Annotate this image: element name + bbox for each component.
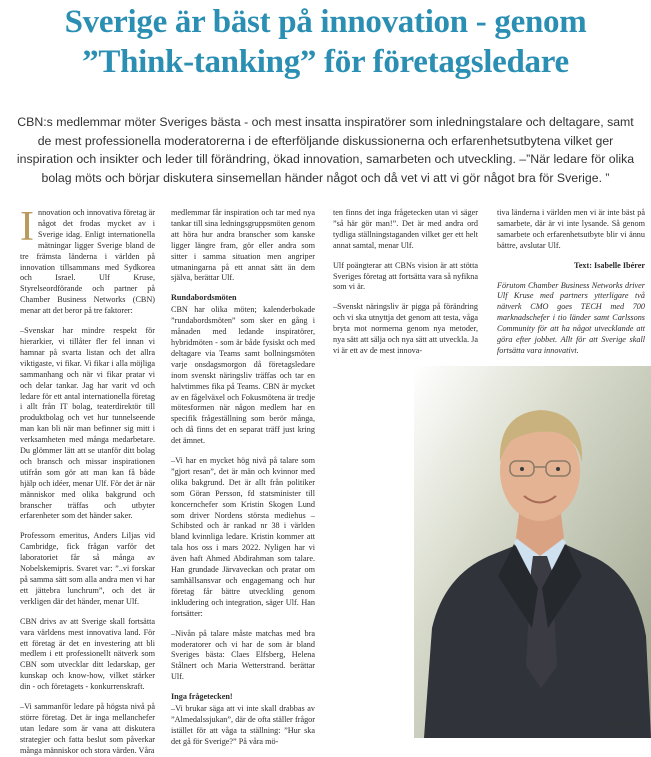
subheading: Inga frågetecken! <box>171 692 233 702</box>
intro-paragraph <box>20 204 155 317</box>
photo-caption: Ulf Kruse <box>609 721 638 728</box>
eye-left <box>520 467 524 471</box>
article-headline <box>0 2 651 82</box>
body-paragraph: –Vi har en mycket hög nivå på talare som ”gjort resan”, det är män och kvinnor med olika bakgrund. Det är allt från politiker som Göran Persson, fd statsminister till koncernchefer som Kristin Skogen Lund som driver Nordens största mediehus – Schibsted och är rankad nr 38 i världen bland kvinnliga ledare. Kristin kommer att tala hos oss i mars 2022. Nyligen har vi även haft Ahmed Abdirahman som talare. Han grundade Järvaveckan och pratar om samhällsansvar och engagemang och hur företag får bättre utveckling genom inkludering och integration, säger Ulf. Han fortsätter: <box>171 456 315 618</box>
intro-text: nnovation och innovativa företag är något det frodas mycket av i Sverige idag. Enligt internationella mätningar ligger Sverige bland de tre främsta länderna i världen på innovation tillsammans med Sydkorea och Israel. Ulf Kruse, Styrelseordförande och partner på Chamber Business Networks (CBN) menar att det beror på tre faktorer: <box>20 208 155 316</box>
column-2 <box>171 208 315 748</box>
eye-right <box>556 467 560 471</box>
body-paragraph: –Vi brukar säga att vi inte skall drabbas av ”Almedalssjukan”, där de ofta ställer frågor istället för att våga ta ställning: ”Hur ska det gå för Sverige?” På våra mö- <box>171 704 315 746</box>
italic-note: Förutom Chamber Business Networks driver Ulf Kruse med partners ytterligare två nätverk CMO goes TECH med 700 marknadschefer i tio länder samt Carlssons Community för att ha något utvecklande att göra efter jobbet. Allt för att Sverige skall fortsätta vara innovativt. <box>497 280 645 355</box>
column-1 <box>20 204 155 757</box>
body-paragraph: tiva länderna i världen men vi är inte bäst på samarbete, där är vi inte lysande. Så genom samarbete och erfarenhetsutbyte blir vi ännu bättre, avslutar Ulf. <box>497 208 645 250</box>
subheading: Rundabordsmöten <box>171 293 237 303</box>
portrait-photo <box>414 366 651 738</box>
portrait-illustration <box>414 366 651 738</box>
body-paragraph: –Svenskt näringsliv är pigga på förändring och vi ska utnyttja det genom att testa, våga bryta mot normerna genom nya metoder, nya sätt att sälja och nya sätt att utveckla. Ja vi är ett av de mest innova- <box>333 302 478 355</box>
column-4 <box>497 208 645 366</box>
body-paragraph: Professorn emeritus, Anders Liljas vid Cambridge, fick frågan varför det laboratoriet får så många av Nobelskemipris. Svaret var: ”..vi forskar på samma sätt som alla andra men vi har ett jättebra lunchrum”, och det är verkligen där det händer, menar Ulf. <box>20 531 155 606</box>
body-paragraph: ten finns det inga frågetecken utan vi säger ”så här gör man!”. Det är med andra ord tydliga ställningstaganden vilket ger ett helt annat samtal, menar Ulf. <box>333 208 478 250</box>
column-3 <box>333 208 478 357</box>
headline-line-2: ”Think-tanking” för företagsledare <box>82 44 569 80</box>
body-paragraph: medlemmar får inspiration och tar med nya tankar till sina ledningsgruppsmöten genom att höra hur andra branscher som kanske ligger längre fram, gör eller andra som sitter i samma situation men angriper utmaningarna på ett annat sätt än dem själva, berättar Ulf. <box>171 208 315 283</box>
body-paragraph: –Vi sammanför ledare på högsta nivå på större företag. Det är inga mellanchefer utan ledare som är vana att diskutera strategier och fatta beslut som påverkar många människor och stora värden. Våra <box>20 702 155 755</box>
lead-paragraph: CBN:s medlemmar möter Sveriges bästa - och mest insatta inspiratörer som inledningstalare och deltagare, samt de mest professionella moderatorerna i de efterföljande diskussionerna och erfarenhetsutbytena vilket ger inspiration och insikter och leder till förändring, ökad innovation, samarbeten och utveckling. –”När ledare för olika bolag möts och börjar diskutera sinsemellan händer något och då vet vi att vi gör något bra för Sverige. ” <box>16 115 635 185</box>
body-paragraph: –Nivån på talare måste matchas med bra moderatorer och vi har de som är bland Sveriges bästa: Claes Elfsberg, Helena Stålnert och Maria Wetterstrand. berättar Ulf. <box>171 628 315 682</box>
body-paragraph: CBN har olika möten; kalenderbokade ”rundabordsmöten” som sker en gång i månaden med ledande inspiratörer, hybridmöten - som är både fysiskt och med deltagare via Teams samt bollningsmöten varje onsdagsmorgon då företagsledare inom svenskt näringsliv träffas och tar en halvtimmes fika på Teams. CBN är mycket av en fågelväxel och Fokusmötena är tredje mötesformen när någon medlem har en specifik frågeställning som berör många, och då finns det en separat träff just kring det ämnet. <box>171 305 315 446</box>
dropcap: I <box>20 204 34 250</box>
author-credit: Text: Isabelle Ibérer <box>574 260 645 270</box>
headline-line-1: Sverige är bäst på innovation - genom <box>64 4 587 40</box>
body-paragraph: Ulf poängterar att CBNs vision är att stötta Sveriges företag att fortsätta vara så nyfikna som vi är. <box>333 260 478 292</box>
body-paragraph: –Svenskar har mindre respekt för hierarkier, vi tillåter fler fel innan vi hamnar på svarta listan och det allra viktigaste, vi fikar. Vi fikar i alla möjliga sammanhang och när vi fikar pratar vi och delar tankar. Jag har varit vd och ledare för ett antal internationella företag i allt från IT bolag, teaterdirektör till produktbolag och vet hur tunnelseende man kan bli när man befinner sig mitt i verksamheten med många medarbetare. Du glömmer lätt att se utanför ditt bolag och bransch och missar inspirationen utifrån som gör att man kan få både hjälp och idéer, menar Ulf. För det är när människor med olika bakgrund och branscher träffas och utbyter erfarenheter som det händer saker. <box>20 326 155 521</box>
body-paragraph: CBN drivs av att Sverige skall fortsätta vara världens mest innovativa land. För ett företag är det en investering att bli medlem i ett professionellt nätverk som CBN som utvecklar ditt ledarskap, ger kunskap och know-how, vilket stärker din - och företagets - konkurrenskraft. <box>20 616 155 692</box>
